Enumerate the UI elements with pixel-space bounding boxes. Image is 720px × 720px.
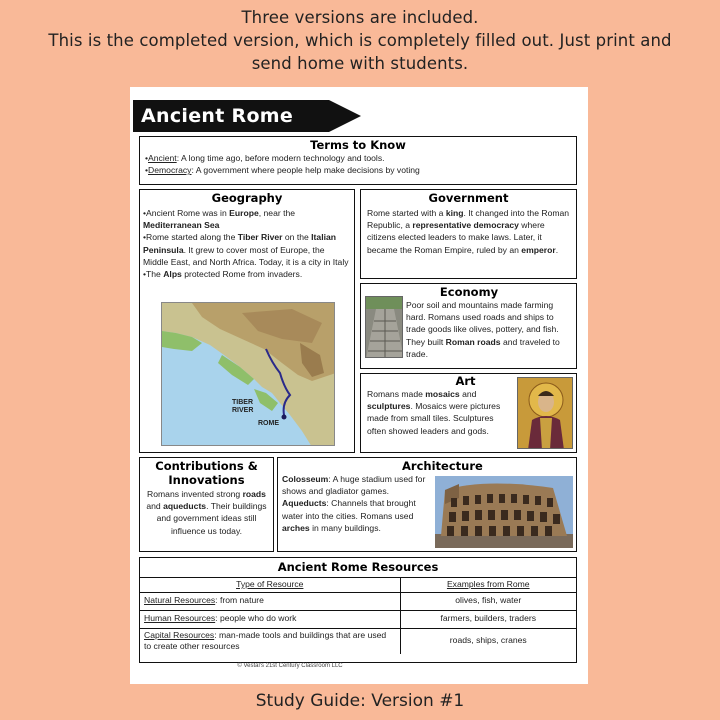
colosseum-image	[435, 476, 573, 548]
map-label-rome: ROME	[258, 420, 279, 427]
map-graphic	[162, 303, 335, 446]
column-header-examples: Examples from Rome	[400, 578, 576, 592]
art-heading: Art	[455, 374, 476, 388]
map-label-tiber-river: TIBER RIVER	[232, 399, 254, 414]
architecture-box	[277, 457, 577, 552]
colosseum-graphic	[435, 476, 573, 548]
top-banner	[0, 0, 720, 82]
architecture-colosseum-text: Colosseum: A huge stadium used for shows and gladiator games.	[282, 474, 426, 497]
economy-box	[360, 283, 577, 369]
resource-type-cell: Capital Resources: man-made tools and buildings that are used to create other resources	[140, 628, 400, 654]
column-header-type: Type of Resource	[140, 578, 400, 592]
geography-heading: Geography	[211, 191, 283, 205]
contributions-box	[139, 457, 274, 552]
banner-line-1: Three versions are included.	[241, 8, 479, 27]
mosaic-graphic	[518, 378, 573, 449]
geography-bullet-1: •Ancient Rome was in Europe, near the Mediterranean Sea	[143, 208, 296, 231]
term-democracy-word: Democracy	[148, 165, 192, 176]
table-row	[140, 592, 576, 610]
banner-line-2: This is the completed version, which is completely filled out. Just print and	[48, 31, 672, 50]
economy-heading: Economy	[439, 285, 499, 299]
resources-heading: Ancient Rome Resources	[140, 558, 576, 578]
resource-examples-cell: roads, ships, cranes	[400, 628, 576, 654]
geography-bullet-2: •Rome started along the Tiber River on the Italian Peninsula. It grew to cover most of Europe, the Middle East, and North Africa. Today, it is a city in Italy	[143, 232, 349, 267]
geography-box	[139, 189, 355, 453]
table-row	[140, 610, 576, 628]
resource-examples-cell: farmers, builders, traders	[400, 610, 576, 628]
architecture-aqueducts-text: Aqueducts: Channels that brought water into the cities. Romans used arches in many buildings.	[282, 498, 416, 533]
title-banner	[133, 100, 363, 132]
term-ancient-word: Ancient	[148, 153, 177, 163]
roman-road-image	[365, 296, 403, 358]
contributions-heading: Contributions & Innovations	[155, 459, 258, 487]
term-ancient: •Ancient: A long time ago, before modern technology and tools.	[145, 153, 385, 163]
road-graphic	[366, 297, 403, 358]
resources-box	[139, 557, 577, 663]
term-democracy-def: : A government where people help make decisions by voting	[191, 165, 420, 176]
table-row	[140, 628, 576, 654]
page-title: Ancient Rome	[141, 105, 294, 127]
resource-type-cell: Natural Resources: from nature	[140, 592, 400, 610]
economy-text: Poor soil and mountains made farming hard. Romans used roads and ships to trade goods like olives, pottery, and fish. They built Roman roads and traveled to trade.	[406, 300, 560, 359]
government-text: Rome started with a king. It changed into the Roman Republic, a representative democracy where citizens elected leaders to make laws. Later, it became the Roman Empire, ruled by an emperor.	[367, 208, 570, 255]
art-box	[360, 373, 577, 453]
architecture-heading: Architecture	[402, 459, 483, 473]
geography-bullet-3: •The Alps protected Rome from invaders.	[143, 269, 303, 280]
terms-heading: Terms to Know	[310, 138, 406, 152]
term-ancient-def: : A long time ago, before modern technology and tools.	[176, 153, 385, 163]
resources-table	[140, 578, 576, 654]
contributions-text: Romans invented strong roads and aqueducts. Their buildings and government ideas still influence us today.	[146, 489, 267, 536]
government-box	[360, 189, 577, 279]
table-header-row	[140, 578, 576, 592]
mosaic-image	[517, 377, 573, 449]
resource-type-cell: Human Resources: people who do work	[140, 610, 400, 628]
italy-map	[161, 302, 335, 446]
banner-line-3: send home with students.	[251, 54, 469, 73]
resource-examples-cell: olives, fish, water	[400, 592, 576, 610]
government-heading: Government	[428, 191, 509, 205]
term-democracy: •Democracy: A government where people help make decisions by voting	[145, 165, 420, 176]
terms-box	[139, 136, 577, 185]
bottom-banner: Study Guide: Version #1	[255, 691, 465, 711]
copyright-footer: © Vestal's 21st Century Classroom LLC	[237, 663, 343, 669]
art-text: Romans made mosaics and sculptures. Mosaics were pictures made from small tiles. Sculptures often showed leaders and gods.	[367, 389, 501, 436]
